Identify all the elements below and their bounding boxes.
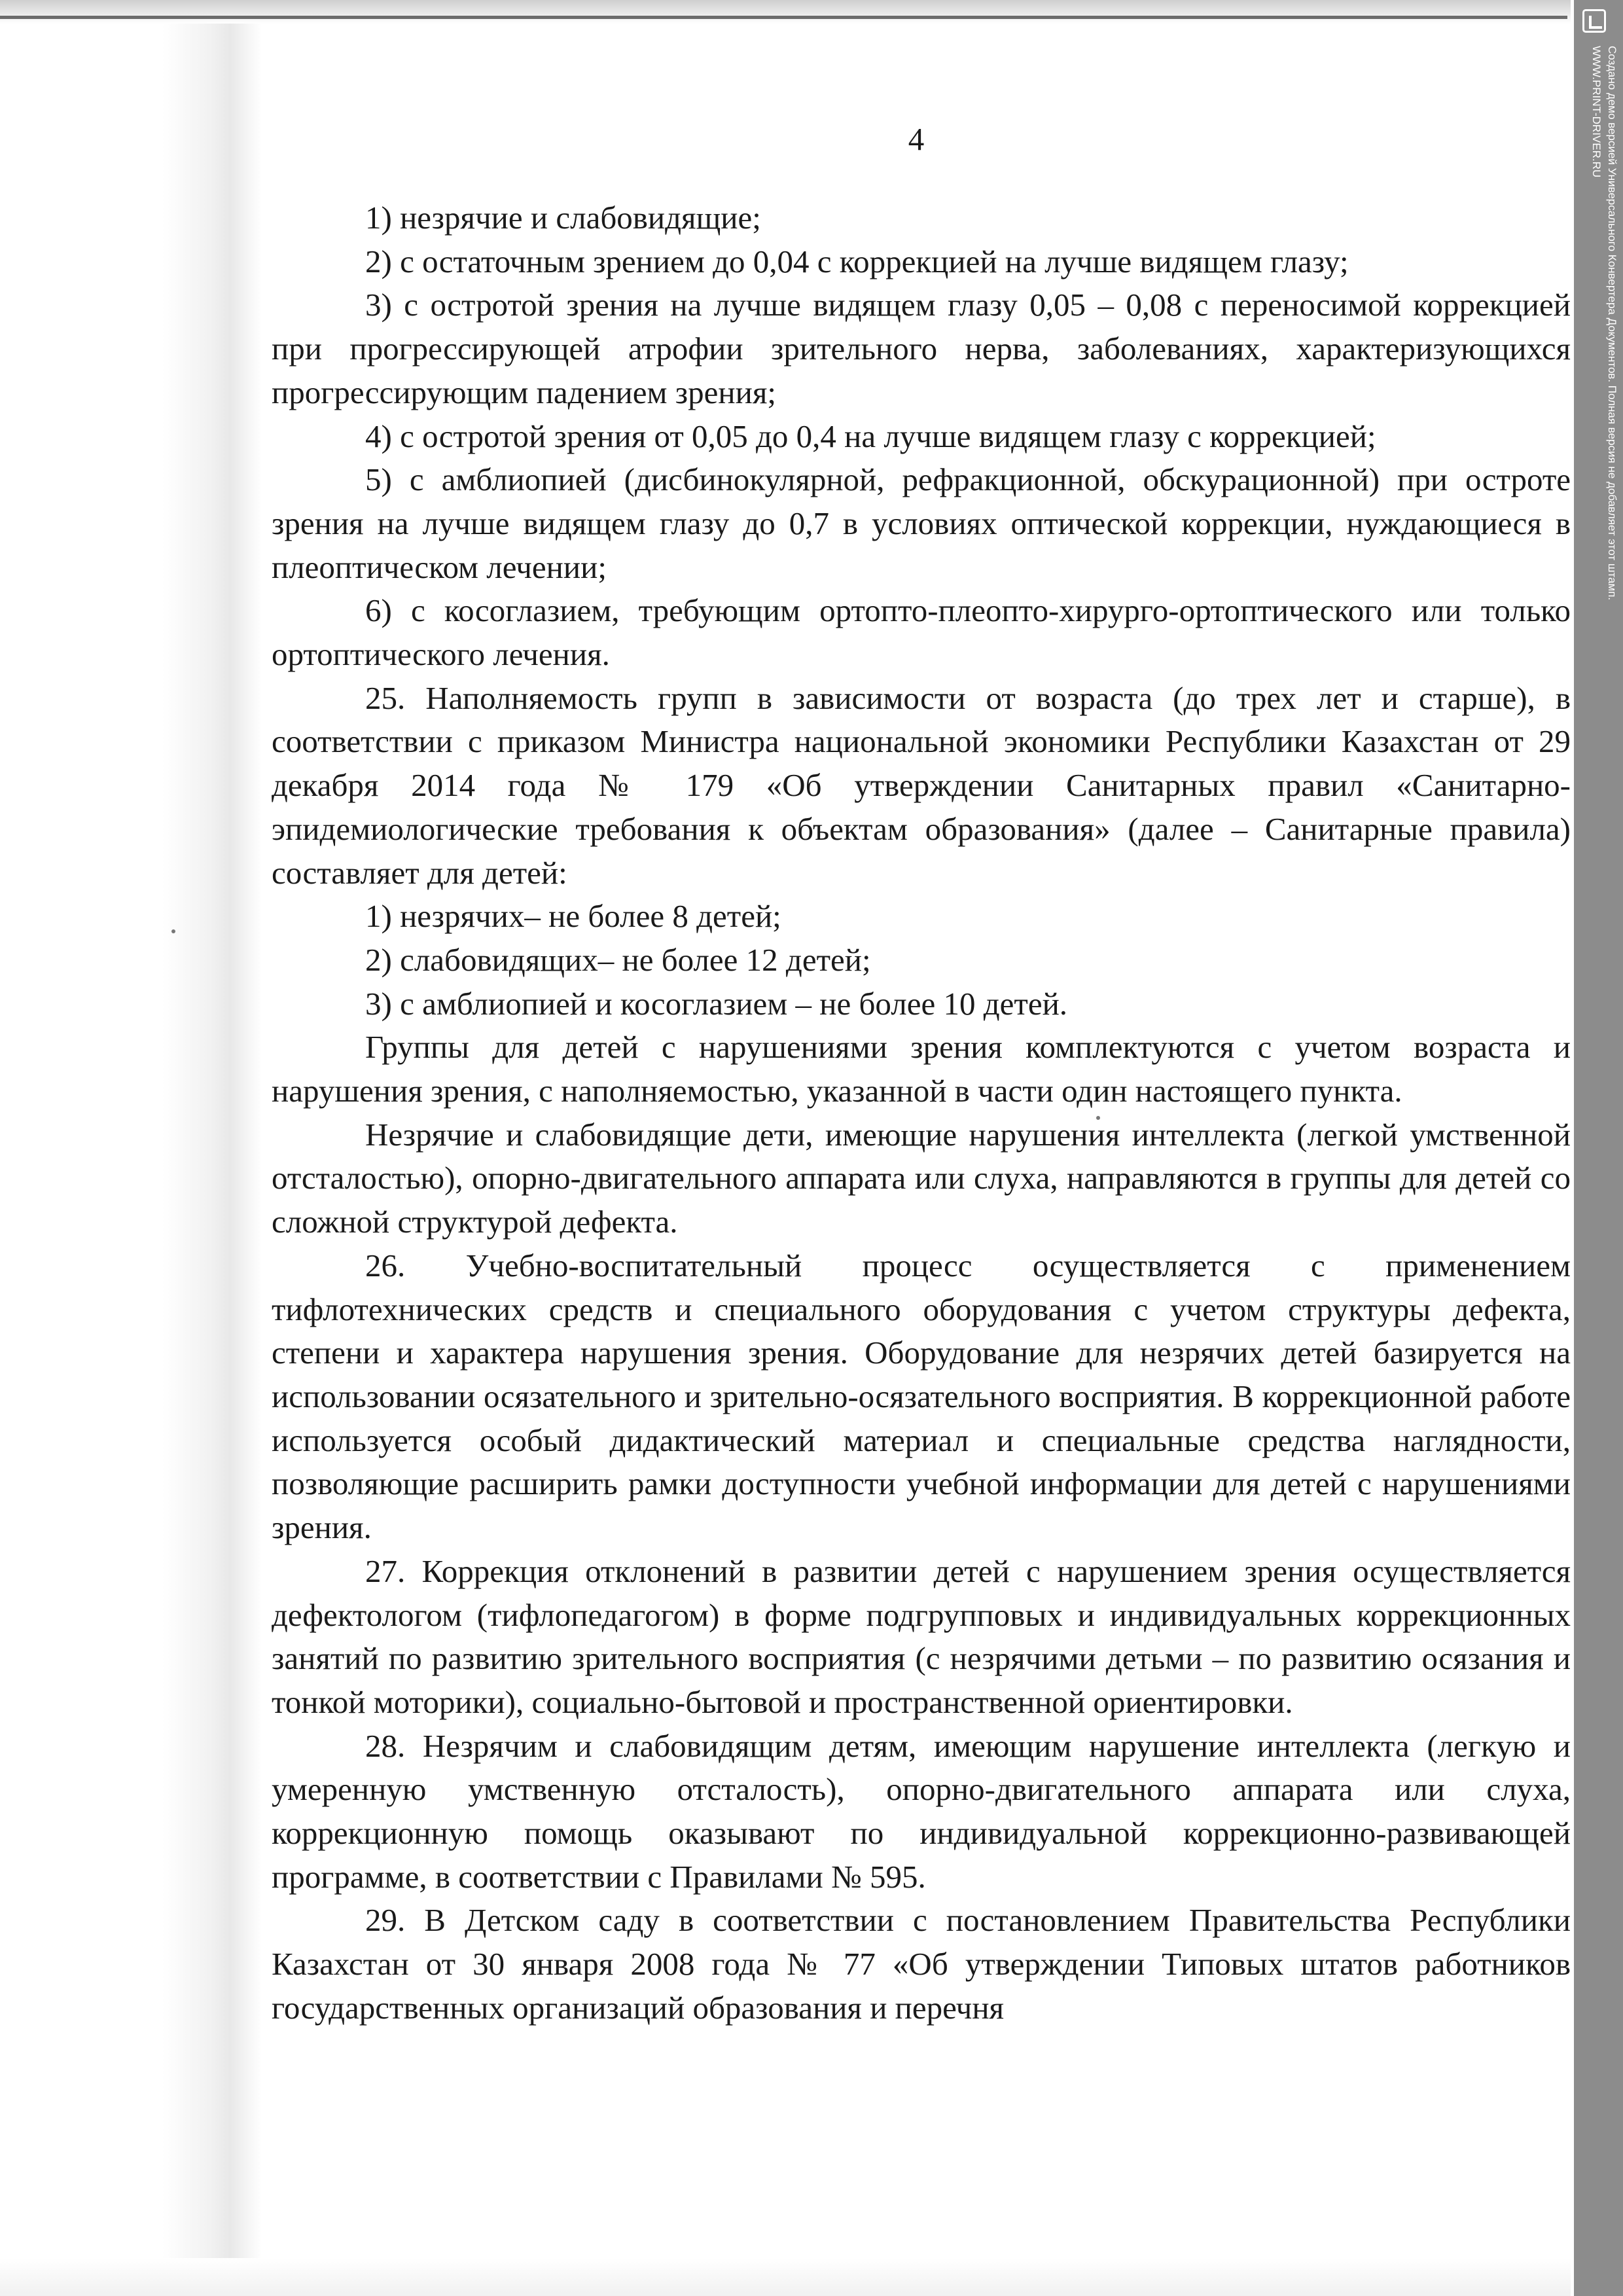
page-number: 4 bbox=[908, 121, 925, 157]
paragraph: 6) с косоглазием, требующим ортопто-плеопто-хирурго-ортоптического или только ортоптического лечения. bbox=[272, 592, 1571, 673]
paragraph: 3) с остротой зрения на лучше видящем глазу 0,05 – 0,08 с переносимой коррекцией при прогрессирующей атрофии зрительного нерва, заболеваниях, характеризующихся прогрессирующим падением зрения; bbox=[272, 287, 1571, 410]
scan-bottom-edge bbox=[0, 2258, 1571, 2296]
scan-top-edge bbox=[0, 0, 1571, 24]
paragraph: 2) с остаточным зрением до 0,04 с коррекцией на лучше видящем глазу; bbox=[365, 243, 1349, 279]
paragraph: 25. Наполняемость групп в зависимости от возраста (до трех лет и старше), в соответствии с приказом Министра национальной экономики Республики Казахстан от 29 декабря 2014 года № 179 «Об утверждении Санитарных правил «Санитарно-эпидемиологические требования к объектам образования» (далее – Санитарные правила) составляет для детей: bbox=[272, 679, 1571, 891]
paragraph: 4) с остротой зрения от 0,05 до 0,4 на лучше видящем глазу с коррекцией; bbox=[365, 418, 1376, 454]
scan-speck bbox=[171, 929, 175, 933]
paragraph: 29. В Детском саду в соответствии с постановлением Правительства Республики Казахстан от 30 января 2008 года № 77 «Об утверждении Типовых штатов работников государственных организаций образования и перечня bbox=[272, 1902, 1571, 2026]
paragraph: 1) незрячих– не более 8 детей; bbox=[365, 898, 781, 935]
paragraph: 3) с амблиопией и косоглазием – не более 10 детей. bbox=[365, 985, 1068, 1022]
paragraph: Незрячие и слабовидящие дети, имеющие нарушения интеллекта (легкой умственной отсталостью), опорно-двигательного аппарата или слуха, направляются в группы для детей со сложной структурой дефекта. bbox=[272, 1116, 1571, 1240]
paragraph: 28. Незрячим и слабовидящим детям, имеющим нарушение интеллекта (легкую и умеренную умственную отсталость), опорно-двигательного аппарата или слуха, коррекционную помощь оказывают по индивидуальной коррекционно-развивающей программе, в соответствии с Правилами № 595. bbox=[272, 1727, 1571, 1895]
document-logo-icon bbox=[1582, 9, 1606, 33]
paragraph: 2) слабовидящих– не более 12 детей; bbox=[365, 941, 871, 978]
scan-top-line bbox=[0, 16, 1567, 19]
document-body bbox=[272, 196, 1571, 2030]
paragraph: Группы для детей с нарушениями зрения комплектуются с учетом возраста и нарушения зрения, с наполняемостью, указанной в части один настоящего пункта. bbox=[272, 1029, 1571, 1109]
watermark-line-2: WWW.PRINT-DRIVER.RU bbox=[1590, 46, 1603, 178]
paragraph: 27. Коррекция отклонений в развитии детей с нарушением зрения осуществляется дефектологом (тифлопедагогом) в форме подгрупповых и индивидуальных коррекционных занятий по развитию зрительного восприятия (с незрячими детьми – по развитию осязания и тонкой моторики), социально-бытовой и пространственной ориентировки. bbox=[272, 1552, 1571, 1720]
scan-left-shadow bbox=[0, 0, 262, 2296]
paragraph: 1) незрячие и слабовидящие; bbox=[365, 200, 761, 236]
watermark-line-1: Создано демо версией Универсального Конвертера Документов. Полная версия не добавляет этот штамп. bbox=[1606, 46, 1618, 601]
paragraph: 26. Учебно-воспитательный процесс осуществляется с применением тифлотехнических средств и специального оборудования с учетом структуры дефекта, степени и характера нарушения зрения. Оборудование для незрячих детей базируется на использовании осязательного и зрительно-осязательного восприятия. В коррекционной работе используется особый дидактический материал и специальные средства наглядности, позволяющие расширить рамки доступности учебной информации для детей с нарушениями зрения. bbox=[272, 1247, 1571, 1546]
paragraph: 5) с амблиопией (дисбинокулярной, рефракционной, обскурационной) при остроте зрения на лучше видящем глазу до 0,7 в условиях оптической коррекции, нуждающиеся в плеоптическом лечении; bbox=[272, 461, 1571, 585]
watermark-text bbox=[1588, 46, 1620, 600]
